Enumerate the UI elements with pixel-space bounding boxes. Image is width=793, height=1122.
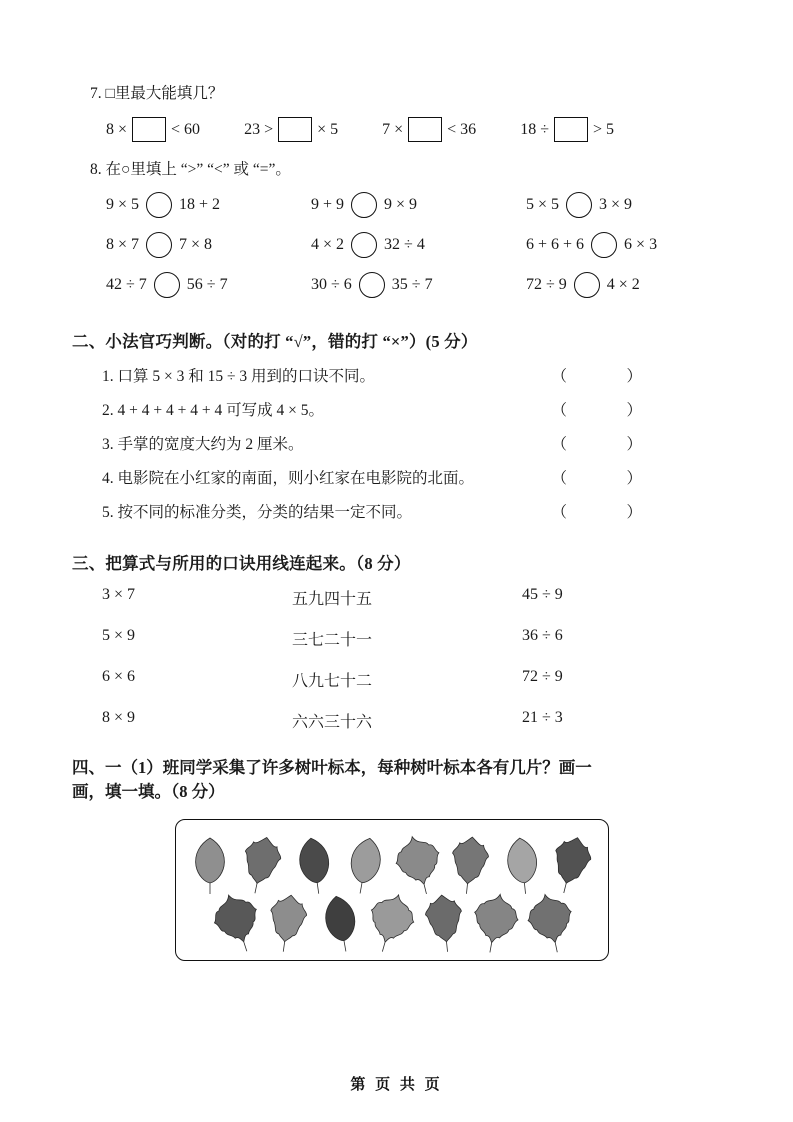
match-middle[interactable]: 六六三十六 — [292, 713, 373, 731]
problem-8-cell — [526, 192, 712, 218]
problem-7-item-right: × 5 — [317, 120, 339, 138]
cell-left: 5 × 5 — [526, 195, 560, 213]
section-four-line-1: 四、一（1）班同学采集了许多树叶标本，每种树叶标本各有几片？画一 — [72, 757, 592, 777]
problem-7-item — [520, 117, 614, 142]
cell-left: 72 ÷ 9 — [526, 275, 567, 293]
cell-left: 30 ÷ 6 — [311, 275, 352, 293]
cell-right: 3 × 9 — [599, 195, 633, 213]
match-right[interactable]: 21 ÷ 3 — [522, 708, 563, 726]
cell-right: 6 × 3 — [624, 235, 658, 253]
cell-left: 8 × 7 — [106, 235, 140, 253]
matching-grid — [102, 586, 712, 732]
section-two-heading: 二、小法官巧判断。（对的打 “√”，错的打 “×”）(5 分） — [72, 331, 478, 351]
leaf-illustration-svg — [176, 820, 608, 960]
problem-7-item-right: > 5 — [592, 120, 614, 138]
answer-circle[interactable] — [351, 192, 377, 218]
cell-left: 4 × 2 — [311, 235, 345, 253]
problem-7-item — [244, 117, 338, 142]
cell-left: 6 + 6 + 6 — [526, 235, 585, 253]
item-text: 5. 按不同的标准分类，分类的结果一定不同。 — [102, 503, 413, 521]
section-three-heading: 三、把算式与所用的口诀用线连起来。（8 分） — [72, 553, 411, 573]
item-text: 3. 手掌的宽度大约为 2 厘米。 — [102, 435, 304, 453]
cell-left: 42 ÷ 7 — [106, 275, 147, 293]
problem-7-item-left: 23 > — [244, 120, 274, 138]
problem-7-row — [106, 117, 712, 142]
answer-parens[interactable]: （ ） — [551, 469, 664, 487]
true-false-item — [102, 364, 712, 386]
item-text: 2. 4 + 4 + 4 + 4 + 4 可写成 4 × 5。 — [102, 401, 324, 419]
match-right[interactable]: 45 ÷ 9 — [522, 585, 563, 603]
section-two — [72, 328, 712, 522]
cell-right: 18 + 2 — [179, 195, 221, 213]
match-middle[interactable]: 八九七十二 — [292, 672, 373, 690]
cell-left: 9 × 5 — [106, 195, 140, 213]
answer-circle[interactable] — [351, 232, 377, 258]
problem-8-grid — [106, 192, 712, 298]
answer-box[interactable] — [554, 117, 588, 142]
leaf-specimen-illustration — [175, 819, 609, 961]
answer-circle[interactable] — [359, 272, 385, 298]
answer-parens[interactable]: （ ） — [551, 401, 664, 419]
cell-right: 4 × 2 — [606, 275, 640, 293]
problem-7-item-left: 8 × — [106, 120, 128, 138]
problem-8-cell — [526, 272, 712, 298]
answer-circle[interactable] — [146, 232, 172, 258]
true-false-list — [72, 364, 712, 522]
problem-8-title: 8. 在○里填上 “>” “<” 或 “=”。 — [90, 161, 291, 179]
true-false-item — [102, 398, 712, 420]
problem-8-cell — [311, 192, 526, 218]
problem-7-item — [382, 117, 476, 142]
match-right[interactable]: 72 ÷ 9 — [522, 667, 563, 685]
problem-7-item-right: < 60 — [171, 120, 201, 138]
answer-circle[interactable] — [146, 192, 172, 218]
problem-7-item-left: 7 × — [382, 120, 404, 138]
problem-7-title: 7. □里最大能填几？ — [90, 85, 224, 102]
answer-box[interactable] — [408, 117, 442, 142]
answer-circle[interactable] — [574, 272, 600, 298]
problem-8 — [72, 158, 712, 297]
cell-right: 56 ÷ 7 — [186, 275, 228, 293]
match-right[interactable]: 36 ÷ 6 — [522, 626, 563, 644]
answer-box[interactable] — [132, 117, 166, 142]
cell-right: 35 ÷ 7 — [391, 275, 433, 293]
match-left[interactable]: 5 × 9 — [102, 626, 136, 644]
item-text: 4. 电影院在小红家的南面，则小红家在电影院的北面。 — [102, 469, 475, 487]
section-three — [72, 550, 712, 732]
problem-8-cell — [106, 272, 311, 298]
problem-7 — [72, 82, 712, 142]
answer-circle[interactable] — [154, 272, 180, 298]
worksheet-content — [72, 82, 712, 961]
answer-circle[interactable] — [591, 232, 617, 258]
section-four — [72, 756, 712, 962]
match-middle[interactable]: 五九四十五 — [292, 590, 373, 608]
cell-right: 32 ÷ 4 — [384, 235, 425, 253]
match-left[interactable]: 6 × 6 — [102, 667, 136, 685]
cell-left: 9 + 9 — [311, 195, 345, 213]
problem-8-cell — [526, 232, 712, 258]
answer-parens[interactable]: （ ） — [551, 503, 664, 521]
cell-right: 9 × 9 — [384, 195, 418, 213]
problem-7-item-right: < 36 — [447, 120, 477, 138]
true-false-item — [102, 432, 712, 454]
problem-8-cell — [106, 192, 311, 218]
problem-8-cell — [106, 232, 311, 258]
true-false-item — [102, 466, 712, 488]
item-text: 1. 口算 5 × 3 和 15 ÷ 3 用到的口诀不同。 — [102, 367, 375, 385]
answer-box[interactable] — [278, 117, 312, 142]
answer-circle[interactable] — [566, 192, 592, 218]
match-middle[interactable]: 三七二十一 — [292, 631, 373, 649]
cell-right: 7 × 8 — [179, 235, 213, 253]
true-false-item — [102, 500, 712, 522]
problem-7-item-left: 18 ÷ — [520, 120, 549, 138]
problem-8-cell — [311, 272, 526, 298]
problem-8-cell — [311, 232, 526, 258]
answer-parens[interactable]: （ ） — [551, 435, 664, 453]
answer-parens[interactable]: （ ） — [551, 367, 664, 385]
section-four-line-2: 画，填一填。（8 分） — [72, 782, 225, 802]
match-left[interactable]: 8 × 9 — [102, 708, 136, 726]
match-left[interactable]: 3 × 7 — [102, 585, 136, 603]
page-footer: 第 页 共 页 — [350, 1077, 443, 1093]
problem-7-item — [106, 117, 200, 142]
